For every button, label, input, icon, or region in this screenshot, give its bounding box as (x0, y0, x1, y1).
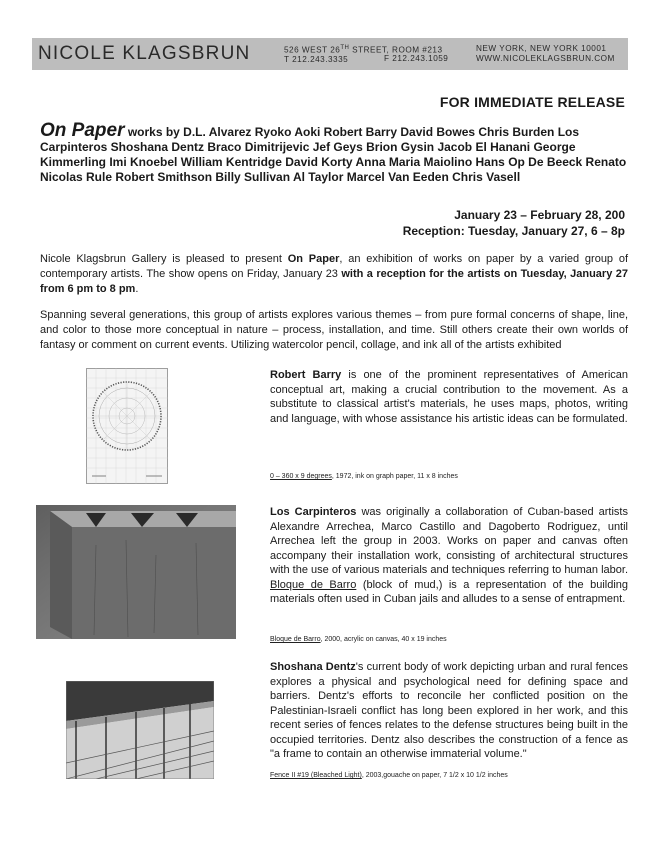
gallery-name: NICOLE KLAGSBRUN (38, 43, 251, 64)
artwork-image-barry (86, 368, 168, 484)
artwork-image-dentz (66, 681, 214, 779)
fax-block (384, 44, 456, 64)
website-link[interactable]: WWW.NICOLEKLAGSBRUN.COM (476, 54, 615, 63)
show-title-block (40, 120, 630, 185)
artwork-caption-carpinteros: Bloque de Barro, 2000, acrylic on canvas, 40 x 19 inches (270, 636, 447, 643)
reception-info: Reception: Tuesday, January 27, 6 – 8p (402, 224, 625, 238)
city-address: NEW YORK, NEW YORK 10001 (476, 44, 607, 53)
show-title: On Paper (40, 120, 125, 141)
phone-number: T 212.243.3335 (284, 55, 349, 65)
intro-paragraph: Nicole Klagsbrun Gallery is pleased to present On Paper, an exhibition of works on paper by a varied group of contemporary artists. The show opens on Friday, January 23 with a reception for the artists on Tuesday, January 27 from 6 pm to 8 pm. (40, 253, 629, 295)
artist-bio-carpinteros: Los Carpinteros was originally a collaboration of Cuban-based artists Alexandre Arrechea, Marco Castillo and Dagoberto Rodriguez, until Arrechea left the group in 2003. Works on paper and canvas often accompany their installation work, consisting of architectural structures with the use of various materials and techniques referring to human labor. Bloque de Barro (block of mud,) is a representation of the building materials often used in Cuban jails and alludes to a sense of entrapment. (270, 506, 628, 605)
work-title-bloque: Bloque de Barro (270, 578, 357, 591)
artwork-caption-barry: 0 – 360 x 9 degrees, 1972, ink on graph paper, 11 x 8 inches (270, 473, 458, 480)
artwork-image-carpinteros (36, 505, 236, 639)
letterhead (32, 38, 628, 70)
street-address: 526 WEST 26TH STREET, ROOM #213 (284, 44, 443, 55)
fax-number: F 212.243.1059 (384, 54, 449, 63)
artwork-caption-dentz: Fence II #19 (Bleached Light), 2003,gouache on paper, 7 1/2 x 10 1/2 inches (270, 772, 508, 779)
show-dates-block (403, 207, 625, 239)
artist-bio-dentz: Shoshana Dentz's current body of work depicting urban and rural fences explores a physical and psychological need for defining space and barriers. Dentz's efforts to reconcile her conflicted position on the Palestinian-Israeli conflict has long been explored in her work, and this recent series of fences relates to the defense structures being built in the occupied territories. Dentz also describes the construction of a fence as "a frame to contain an otherwise immaterial volume." (270, 661, 628, 760)
themes-paragraph: Spanning several generations, this group of artists explores various themes – from pure formal concerns of shape, line, and color to those more conceptual in nature – process, installation, and time. Still others create their own worlds of fantasy or comment on current events. Utilizing watercolor pencil, collage, and ink all of the artists exhibited (40, 309, 628, 351)
artist-bio-barry: Robert Barry is one of the prominent representatives of American conceptual art, making a crucial contribution to the movement. As a substitute to classical artist's materials, he uses maps, photos, writing and language, with whose assistance his artistic ideas can be formulated. (270, 369, 629, 425)
release-heading: FOR IMMEDIATE RELEASE (439, 94, 625, 110)
show-dates: January 23 – February 28, 200 (454, 208, 625, 222)
artist-list: works by D.L. Alvarez Ryoko Aoki Robert Barry David Bowes Chris Burden Los Carpinteros Shoshana Dentz Braco Dimitrijevic Jef Geys Brion Gysin Jacob El Hanani George Kimmerling Imi Knoebel William Kentridge David Korty Anna Maria Maiolino Hans Op De Beeck Renato Nicolas Rule Robert Smithson Billy Sullivan Al Taylor Marcel Van Eeden Chris Vasell (40, 125, 627, 184)
city-block (476, 44, 615, 64)
